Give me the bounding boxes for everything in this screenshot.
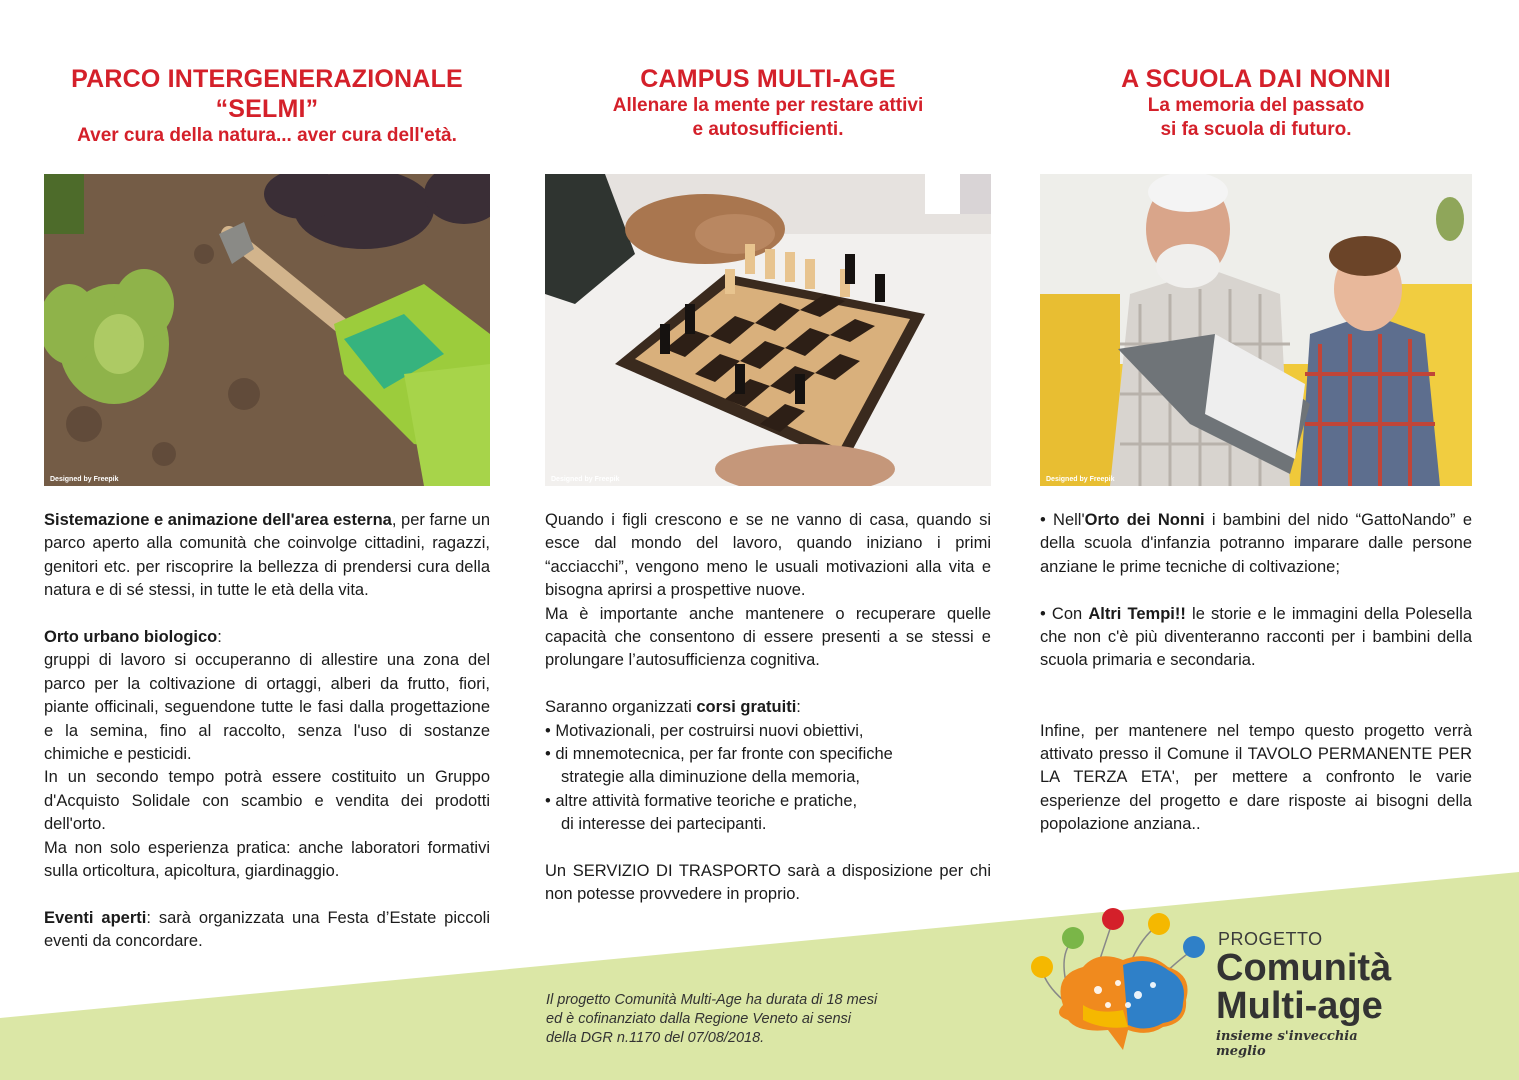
bullet-item-continuation: strategie alla diminuzione della memoria, (561, 768, 860, 787)
heading-title: PARCO INTERGENERAZIONALE (71, 65, 463, 93)
heading-title: A SCUOLA DAI NONNI (1121, 65, 1391, 93)
paragraph: Ma è importante anche mantenere o recuperare quelle capacità che consentono di essere presenti a se stessi e prolungare l’autosufficienza cognitiva. (545, 604, 991, 670)
heading-title: CAMPUS MULTI-AGE (640, 65, 896, 93)
funding-line: ed è cofinanziato dalla Regione Veneto ai sensi (546, 1011, 851, 1027)
campus-body-text (545, 509, 991, 907)
scuola-body-text (1040, 509, 1472, 837)
funding-line: della DGR n.1170 del 07/08/2018. (546, 1030, 765, 1046)
bold-lead: Orto dei Nonni (1084, 511, 1205, 529)
funding-note (546, 991, 966, 1048)
heading-subtitle: si fa scuola di futuro. (1160, 119, 1352, 140)
paragraph: Sistemazione e animazione dell'area esterna, per farne un parco aperto alla comunità che coinvolge cittadini, ragazzi, genitori etc. per riscoprire la bellezza di prendersi cura della natura e di sé stessi, in tutte le età della vita. (44, 511, 490, 600)
column-heading-campus (545, 64, 991, 142)
logo-tagline: insieme s'invecchia meglio (1216, 1029, 1358, 1059)
parco-body-text (44, 509, 490, 954)
heading-subtitle: Allenare la mente per restare attivi (612, 95, 924, 116)
column-heading-parco (44, 64, 490, 148)
paragraph: Infine, per mantenere nel tempo questo progetto verrà attivato presso il Comune il TAVOLO PERMANENTE PER LA TERZA ETA', per mettere a confronto le varie esperienze del progetto e dare risposte ai bisogni della popolazione anziana.. (1040, 721, 1472, 834)
paragraph: Ma non solo esperienza pratica: anche laboratori formativi sulla orticoltura, apicoltura, giardinaggio. (44, 838, 490, 881)
photo-credit: Designed by Freepik (50, 476, 119, 483)
paragraph: • Con Altri Tempi!! le storie e le immagini della Polesella che non c'è più diventeranno racconti per i bambini della scuola primaria e secondaria. (1040, 604, 1472, 670)
photo-credit: Designed by Freepik (551, 476, 620, 483)
logo-name: Comunità Multi-age (1216, 947, 1392, 1027)
paragraph: Orto urbano biologico: (44, 628, 222, 647)
paragraph: Eventi aperti: sarà organizzata una Festa d’Estate piccoli eventi da concordare. (44, 908, 490, 951)
paragraph: Un SERVIZIO DI TRASPORTO sarà a disposizione per chi non potesse provvedere in proprio. (545, 862, 991, 904)
heading-subtitle: e autosufficienti. (692, 119, 844, 140)
paragraph: Quando i figli crescono e se ne vanno di casa, quando si esce dal mondo del lavoro, quando iniziano i primi “acciacchi”, vengono meno le usuali motivazioni alla vita e bisogna aprirsi a prospettive nuove. (545, 511, 991, 600)
bullet-item: • Motivazionali, per costruirsi nuovi obiettivi, (545, 721, 864, 740)
bold-lead: Altri Tempi!! (1088, 604, 1186, 623)
chess-photo (545, 174, 991, 486)
heading-subtitle: La memoria del passato (1147, 95, 1365, 116)
heading-title: “SELMI” (215, 95, 319, 123)
bold-lead: Eventi aperti (44, 908, 147, 927)
grandfather-reading-photo (1040, 174, 1472, 486)
bullet-item: • di mnemotecnica, per far fronte con specifiche (545, 745, 893, 764)
bold-lead: corsi gratuiti (696, 698, 797, 717)
funding-line: Il progetto Comunità Multi-Age ha durata di 18 mesi (546, 992, 878, 1008)
column-heading-scuola (1040, 64, 1472, 142)
bullet-item: • altre attività formative teoriche e pratiche, (545, 791, 858, 810)
paragraph: gruppi di lavoro si occuperanno di allestire una zona del parco per la coltivazione di ortaggi, alberi da frutto, fiori, piante officinali, seguendone tutte le fasi dalla progettazione e la semina, fino al raccolto, senza l'uso di sostanze chimiche e pesticidi. (44, 651, 490, 764)
heading-subtitle: Aver cura della natura... aver cura dell'età. (77, 125, 457, 146)
photo-credit: Designed by Freepik (1046, 476, 1115, 483)
paragraph: In un secondo tempo potrà essere costituito un Gruppo d'Acquisto Solidale con scambio e vendita dei prodotti dell'orto. (44, 768, 490, 834)
logo-label: PROGETTO (1218, 929, 1323, 949)
project-logo (1028, 905, 1408, 1059)
paragraph: • Nell'Orto dei Nonni i bambini del nido “GattoNando” e della scuola d'infanzia potranno imparare dalle persone anziane le prime tecniche di coltivazione; (1040, 511, 1473, 576)
bullet-item-continuation: di interesse dei partecipanti. (561, 815, 767, 834)
bold-lead: Sistemazione e animazione dell'area esterna (44, 511, 392, 529)
garden-photo (44, 174, 490, 486)
paragraph: Saranno organizzati corsi gratuiti: (545, 698, 801, 717)
bold-lead: Orto urbano biologico (44, 628, 218, 647)
brain-logo-icon (1028, 905, 1208, 1055)
